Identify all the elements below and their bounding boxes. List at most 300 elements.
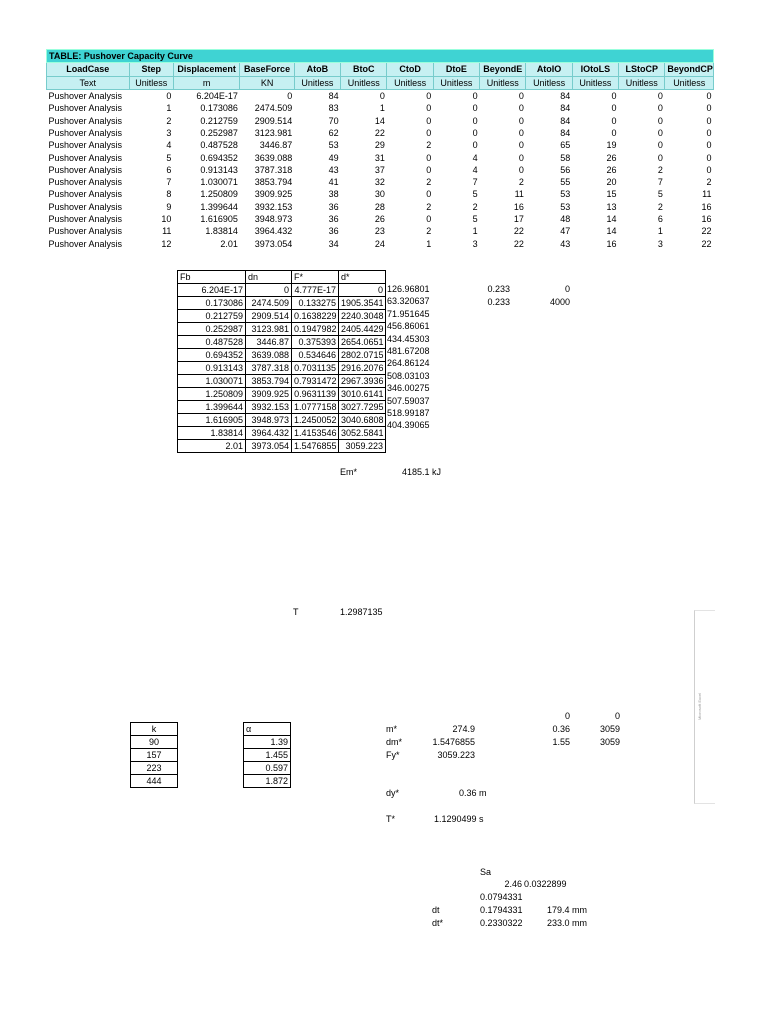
table-cell: 3 <box>657 238 663 249</box>
table-cell: 53 <box>560 201 571 212</box>
table-cell: 0 <box>472 91 478 102</box>
header-row <box>178 271 386 284</box>
table-cell: 84 <box>328 91 339 102</box>
table-cell: Pushover Analysis <box>48 201 123 212</box>
table-cell: 0 <box>706 140 712 151</box>
table-cell: 0.173086 <box>178 297 246 310</box>
unit-cell: Unitless <box>341 76 387 89</box>
column-header: BtoC <box>341 63 387 76</box>
table-cell: 0 <box>706 103 712 114</box>
table-cell: 1.455 <box>244 749 291 762</box>
table-cell: 84 <box>560 127 571 138</box>
table-row <box>244 762 291 775</box>
table-cell: Pushover Analysis <box>48 177 123 188</box>
table-cell: 2 <box>657 201 663 212</box>
table-cell: 3 <box>472 238 478 249</box>
column-header: Fb <box>178 271 246 284</box>
table-cell: 47 <box>560 226 571 237</box>
table-row <box>178 375 386 388</box>
table-cell: 2 <box>706 177 712 188</box>
table-cell: 0.534646 <box>292 349 339 362</box>
table-cell: Pushover Analysis <box>48 226 123 237</box>
table-row <box>47 114 714 126</box>
table-cell: 0 <box>426 152 432 163</box>
table-cell: 1.872 <box>244 775 291 788</box>
column-header: AtoB <box>294 63 340 76</box>
table-cell: 16 <box>606 238 617 249</box>
table-cell: Pushover Analysis <box>48 91 123 102</box>
table-cell: 37 <box>374 164 385 175</box>
sa-value-2: 0.0322899 <box>524 879 567 889</box>
table-cell: 3446.87 <box>259 140 293 151</box>
dt-label: dt <box>432 905 440 915</box>
table-cell: 26 <box>606 152 617 163</box>
table-row <box>47 127 714 139</box>
table-cell: 0 <box>339 284 386 297</box>
table-cell: 1.39 <box>244 736 291 749</box>
table-row <box>47 237 714 249</box>
fb-extra-value: 518.99187 <box>387 408 430 418</box>
table-cell: 2 <box>426 177 432 188</box>
table-cell: 6.204E-17 <box>178 284 246 297</box>
table-cell: 7 <box>472 177 478 188</box>
table-row <box>47 225 714 237</box>
table-cell: 5 <box>472 214 478 224</box>
em-value: 4185.1 kJ <box>402 467 442 477</box>
side-value: 0 <box>564 284 570 294</box>
header-row <box>131 723 178 736</box>
table-cell: 157 <box>131 749 178 762</box>
table-row <box>178 284 386 297</box>
table-cell: 3446.87 <box>246 336 292 349</box>
dtstar-value: 0.2330322 <box>480 918 523 928</box>
table-cell: 7 <box>166 177 172 188</box>
table-cell: 1 <box>472 226 478 237</box>
table-cell: 0.7931472 <box>292 375 339 388</box>
table-cell: 1.616905 <box>178 414 246 427</box>
table-cell: 0.375393 <box>292 336 339 349</box>
table-cell: 70 <box>328 115 339 126</box>
table-row <box>178 401 386 414</box>
side-value: 0.233 <box>487 284 510 294</box>
side-value: 4000 <box>549 297 570 307</box>
table-cell: 28 <box>374 201 385 212</box>
table-row <box>178 297 386 310</box>
table-row <box>131 762 178 775</box>
table-cell: Pushover Analysis <box>48 103 123 114</box>
table-cell: 0 <box>611 103 617 114</box>
table-cell: 0 <box>518 152 524 163</box>
table-cell: 0 <box>518 127 524 138</box>
table-cell: 4 <box>472 152 478 163</box>
table-cell: 16 <box>701 201 712 212</box>
table-cell: 0 <box>426 127 432 138</box>
table-cell: 223 <box>131 762 178 775</box>
table-cell: 2909.514 <box>246 310 292 323</box>
table-cell: 0 <box>657 140 663 151</box>
table-row <box>244 775 291 788</box>
fb-extra-value: 71.951645 <box>387 308 430 319</box>
dm-label: dm* <box>386 737 403 747</box>
table-cell: 31 <box>374 152 385 163</box>
fb-extra-value: 404.39065 <box>387 420 430 431</box>
table-cell: 3027.7295 <box>339 401 386 414</box>
table-cell: 0 <box>518 164 524 175</box>
table-cell: 20 <box>606 177 617 188</box>
table-cell: 4 <box>166 140 172 151</box>
table-cell: Pushover Analysis <box>48 238 123 249</box>
header-row <box>47 63 714 76</box>
m-value: 274.9 <box>452 724 475 734</box>
table-cell: 1.250809 <box>200 189 238 200</box>
table-cell: 0.487528 <box>178 336 246 349</box>
table-cell: 14 <box>606 226 617 237</box>
column-header: LoadCase <box>47 63 130 76</box>
table-cell: 5 <box>166 152 172 163</box>
table-cell: 36 <box>328 201 339 212</box>
table-cell: 32 <box>374 177 385 188</box>
table-cell: 23 <box>374 226 385 237</box>
table-cell: 34 <box>328 238 339 249</box>
table-cell: 15 <box>606 189 617 200</box>
table-cell: 0 <box>426 115 432 126</box>
table-row <box>47 188 714 200</box>
dy-value: 0.36 m <box>459 788 487 798</box>
table-cell: 22 <box>513 238 524 249</box>
table-cell: 0 <box>287 91 293 102</box>
fb-extra-value: 507.59037 <box>387 395 430 406</box>
fb-extra-value: 456.86061 <box>387 321 430 332</box>
unit-cell: KN <box>240 76 294 89</box>
table-cell: 29 <box>374 140 385 151</box>
table-cell: 19 <box>606 140 617 151</box>
table-cell: 65 <box>560 140 571 151</box>
unit-cell: Unitless <box>129 76 173 89</box>
table-cell: 90 <box>131 736 178 749</box>
table-row <box>47 201 714 213</box>
table-cell: 3040.6808 <box>339 414 386 427</box>
table-row <box>47 213 714 225</box>
table-cell: 16 <box>701 214 712 224</box>
table-cell: 4.777E-17 <box>292 284 339 297</box>
table-cell: 2 <box>166 115 172 126</box>
table-cell: 2 <box>426 226 432 237</box>
table-cell: 3948.973 <box>246 414 292 427</box>
tstar-label: T* <box>386 814 395 824</box>
bilinear-d0: 0 <box>564 711 570 721</box>
bilinear-f1: 3059 <box>599 724 620 734</box>
fy-label: Fy* <box>386 750 400 760</box>
table-cell: 3973.054 <box>246 440 292 453</box>
column-header: BeyondE <box>480 63 526 76</box>
table-row <box>178 427 386 440</box>
table-cell: 3964.432 <box>254 226 293 237</box>
table-cell: 0 <box>611 91 617 102</box>
table-cell: 0.913143 <box>178 362 246 375</box>
table-cell: 3853.794 <box>254 177 293 188</box>
table-cell: 0 <box>657 115 663 126</box>
k-table <box>130 722 178 788</box>
table-cell: 26 <box>374 214 385 224</box>
table-cell: 58 <box>560 152 571 163</box>
table-cell: 6.204E-17 <box>196 91 238 102</box>
table-cell: 0 <box>706 152 712 163</box>
table-row <box>178 440 386 453</box>
table-cell: 3787.318 <box>246 362 292 375</box>
table-cell: 3787.318 <box>254 164 293 175</box>
table-row <box>178 323 386 336</box>
table-cell: 13 <box>606 201 617 212</box>
fb-extra-value: 63.320637 <box>387 296 430 307</box>
table-cell: 2 <box>426 140 432 151</box>
dm-value: 1.5476855 <box>432 737 475 747</box>
column-header: F* <box>292 271 339 284</box>
table-cell: Pushover Analysis <box>48 164 123 175</box>
table-cell: 36 <box>328 226 339 237</box>
unit-cell: Unitless <box>526 76 572 89</box>
table-cell: 0 <box>426 91 432 102</box>
table-cell: 30 <box>374 189 385 200</box>
table-cell: 1.83814 <box>205 226 238 237</box>
table-cell: 24 <box>374 238 385 249</box>
column-header: Displacement <box>173 63 239 76</box>
bilinear-d2: 1.55 <box>552 737 570 747</box>
table-cell: 2240.3048 <box>339 310 386 323</box>
column-header: BaseForce <box>240 63 294 76</box>
table-cell: 1.4153546 <box>292 427 339 440</box>
m-label: m* <box>386 724 397 734</box>
pushover-capacity-table <box>46 49 714 250</box>
column-header: d* <box>339 271 386 284</box>
table-cell: 3973.054 <box>254 238 293 249</box>
table-cell: Pushover Analysis <box>48 115 123 126</box>
table-row <box>178 362 386 375</box>
table-cell: 2405.4429 <box>339 323 386 336</box>
table-cell: 0 <box>472 140 478 151</box>
units-row <box>47 76 714 89</box>
table-cell: 2 <box>426 201 432 212</box>
table-cell: 444 <box>131 775 178 788</box>
table-cell: 22 <box>513 226 524 237</box>
unit-cell: Unitless <box>572 76 618 89</box>
t-value: 1.2987135 <box>340 607 383 617</box>
table-cell: 1 <box>426 238 432 249</box>
table-cell: 0.133275 <box>292 297 339 310</box>
table-cell: 83 <box>328 103 339 114</box>
table-row <box>47 102 714 114</box>
table-cell: 0.252987 <box>178 323 246 336</box>
table-cell: 0.9631139 <box>292 388 339 401</box>
table-cell: 55 <box>560 177 571 188</box>
table-cell: 0.252987 <box>200 127 238 138</box>
dtstar-label: dt* <box>432 918 444 928</box>
table-cell: 3639.088 <box>246 349 292 362</box>
table-cell: 9 <box>166 201 172 212</box>
table-cell: 2.01 <box>178 440 246 453</box>
table-row <box>244 736 291 749</box>
table-title: TABLE: Pushover Capacity Curve <box>47 50 714 63</box>
table-cell: 3123.981 <box>254 127 293 138</box>
table-cell: 3948.973 <box>254 214 293 224</box>
fb-extra-value: 346.00275 <box>387 383 430 394</box>
table-cell: 2916.2076 <box>339 362 386 375</box>
table-cell: 1.0777158 <box>292 401 339 414</box>
table-cell: 14 <box>606 214 617 224</box>
table-row <box>178 349 386 362</box>
table-cell: 2.01 <box>220 238 238 249</box>
table-row <box>47 164 714 176</box>
table-cell: 2 <box>472 201 478 212</box>
table-cell: 7 <box>657 177 663 188</box>
table-cell: 0.487528 <box>200 140 238 151</box>
table-cell: 3909.925 <box>246 388 292 401</box>
dt-mm: 179.4 mm <box>547 905 588 915</box>
column-header: dn <box>246 271 292 284</box>
table-cell: 2474.509 <box>246 297 292 310</box>
table-cell: 26 <box>606 164 617 175</box>
table-cell: 84 <box>560 91 571 102</box>
table-cell: 2967.3936 <box>339 375 386 388</box>
fb-extra-value: 126.96801 <box>387 284 430 294</box>
table-cell: 1 <box>657 226 663 237</box>
table-row <box>131 736 178 749</box>
table-cell: 3123.981 <box>246 323 292 336</box>
table-row <box>244 749 291 762</box>
table-cell: 49 <box>328 152 339 163</box>
column-header: CtoD <box>387 63 433 76</box>
dy-label: dy* <box>386 788 400 798</box>
column-header: IOtoLS <box>572 63 618 76</box>
table-cell: 6 <box>657 214 663 224</box>
table-cell: 2654.0651 <box>339 336 386 349</box>
table-cell: 0.212759 <box>178 310 246 323</box>
unit-cell: Unitless <box>480 76 526 89</box>
table-cell: 1.616905 <box>200 214 238 224</box>
table-row <box>47 139 714 151</box>
table-cell: 1.250809 <box>178 388 246 401</box>
table-cell: 10 <box>161 214 172 224</box>
table-cell: 0.597 <box>244 762 291 775</box>
table-cell: 0.913143 <box>200 164 238 175</box>
table-cell: 3932.153 <box>246 401 292 414</box>
sa-label: Sa <box>480 867 492 877</box>
table-cell: 0 <box>518 140 524 151</box>
table-cell: 2 <box>657 164 663 175</box>
table-row <box>47 151 714 163</box>
fb-extra-value: 434.45303 <box>387 333 430 344</box>
table-cell: 3010.6141 <box>339 388 386 401</box>
table-cell: 0 <box>657 91 663 102</box>
table-cell: 1905.3541 <box>339 297 386 310</box>
unit-cell: Text <box>47 76 130 89</box>
table-row <box>178 310 386 323</box>
table-cell: 36 <box>328 214 339 224</box>
table-cell: 0 <box>426 164 432 175</box>
table-cell: 56 <box>560 164 571 175</box>
table-row <box>131 775 178 788</box>
table-cell: 3932.153 <box>254 201 293 212</box>
bilinear-f2: 3059 <box>599 737 620 747</box>
table-cell: 0.1947982 <box>292 323 339 336</box>
table-cell: 3 <box>166 127 172 138</box>
table-row <box>178 336 386 349</box>
table-row <box>178 388 386 401</box>
table-cell: 14 <box>374 115 385 126</box>
table-cell: 0 <box>472 103 478 114</box>
table-cell: 0 <box>706 127 712 138</box>
column-header: Step <box>129 63 173 76</box>
table-cell: 4 <box>472 164 478 175</box>
table-cell: 2802.0715 <box>339 349 386 362</box>
column-header: α <box>244 723 291 736</box>
column-header: BeyondCP <box>665 63 714 76</box>
table-row <box>131 749 178 762</box>
table-cell: 22 <box>701 226 712 237</box>
table-cell: 0 <box>706 115 712 126</box>
page-edge-thumbnail <box>694 610 715 804</box>
table-cell: 1 <box>379 103 385 114</box>
fb-extra-value: 264.86124 <box>387 358 430 369</box>
table-cell: 0.694352 <box>178 349 246 362</box>
table-cell: 11 <box>162 226 172 237</box>
fy-value: 3059.223 <box>437 750 475 760</box>
table-cell: Pushover Analysis <box>48 127 123 138</box>
table-cell: 0 <box>518 91 524 102</box>
sa-value-3: 0.0794331 <box>480 892 523 902</box>
table-row <box>178 414 386 427</box>
table-cell: 0.212759 <box>200 115 238 126</box>
table-cell: 0 <box>379 91 385 102</box>
equivalent-sdof-table <box>177 270 386 453</box>
table-cell: 22 <box>701 238 712 249</box>
column-header: k <box>131 723 178 736</box>
table-cell: Pushover Analysis <box>48 140 123 151</box>
table-cell: 0 <box>472 127 478 138</box>
column-header: AtoIO <box>526 63 572 76</box>
table-cell: 0 <box>518 115 524 126</box>
unit-cell: Unitless <box>294 76 340 89</box>
unit-cell: Unitless <box>619 76 665 89</box>
table-cell: 53 <box>560 189 571 200</box>
table-cell: 0 <box>706 164 712 175</box>
em-label: Em* <box>340 467 358 477</box>
table-cell: 0.173086 <box>200 103 238 114</box>
fb-extra-value: 508.03103 <box>387 370 430 381</box>
table-cell: 17 <box>513 214 524 224</box>
table-cell: 0 <box>657 152 663 163</box>
unit-cell: Unitless <box>665 76 714 89</box>
column-header: LStoCP <box>619 63 665 76</box>
table-cell: 84 <box>560 103 571 114</box>
table-cell: 0 <box>426 214 432 224</box>
table-cell: 41 <box>328 177 339 188</box>
table-cell: 3964.432 <box>246 427 292 440</box>
table-cell: 0.694352 <box>200 152 238 163</box>
table-cell: 11 <box>514 189 524 200</box>
table-row <box>47 89 714 102</box>
dtstar-mm: 233.0 mm <box>547 918 588 928</box>
table-cell: 48 <box>560 214 571 224</box>
table-cell: 1.2450052 <box>292 414 339 427</box>
table-cell: 12 <box>161 238 172 249</box>
fb-extra-value: 481.67208 <box>387 346 430 356</box>
unit-cell: m <box>173 76 239 89</box>
table-cell: 0 <box>657 103 663 114</box>
table-cell: 0.1638229 <box>292 310 339 323</box>
table-cell: 22 <box>374 127 385 138</box>
bilinear-d1: 0.36 <box>552 724 570 734</box>
table-cell: 1.030071 <box>178 375 246 388</box>
